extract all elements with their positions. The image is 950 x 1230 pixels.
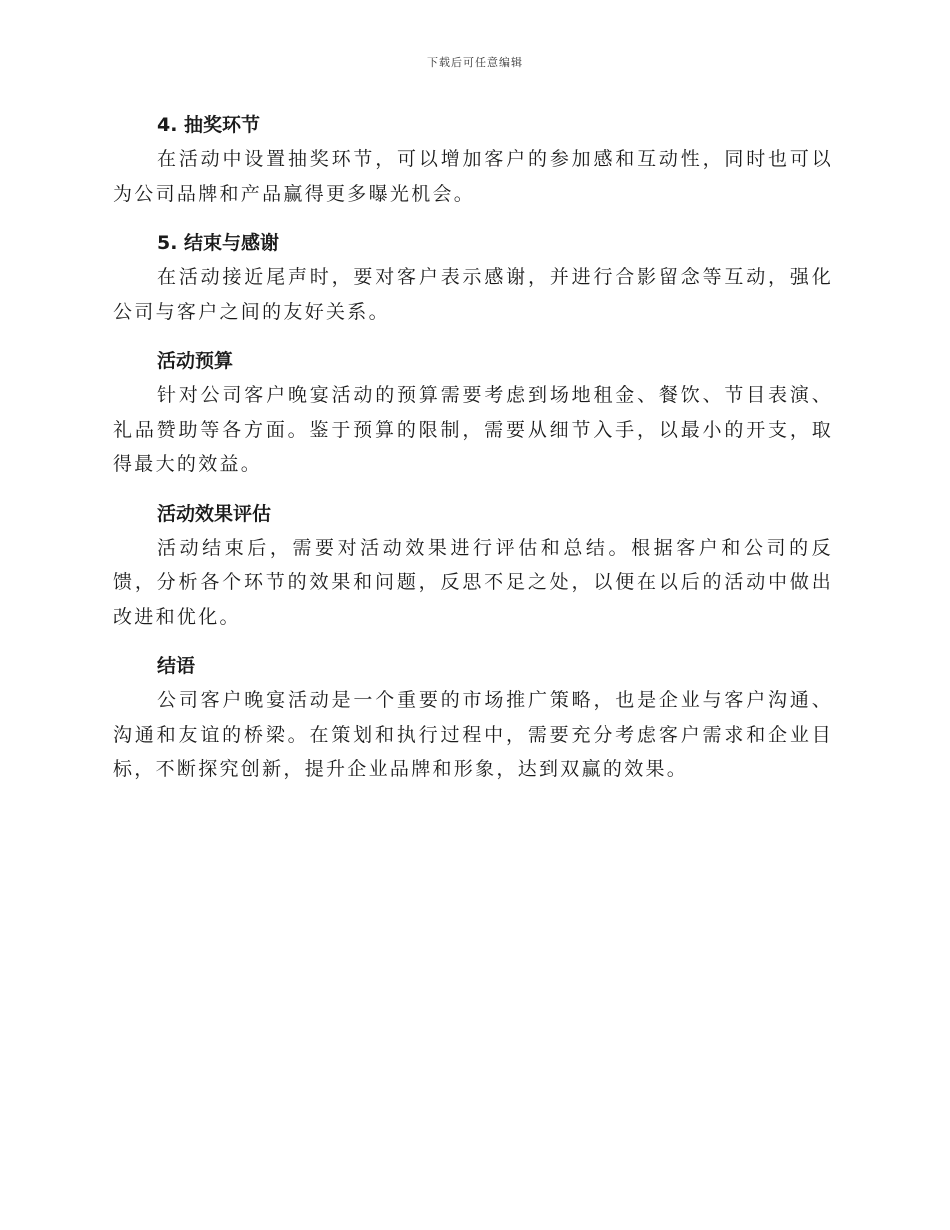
section-heading: 结语 (157, 655, 196, 677)
header-note: 下载后可任意编辑 (427, 56, 523, 69)
section-heading: 4. 抽奖环节 (157, 114, 261, 136)
section-heading: 活动预算 (157, 350, 234, 372)
section-heading: 活动效果评估 (157, 502, 272, 525)
section-paragraph: 在活动中设置抽奖环节，可以增加客户的参加感和互动性，同时也可以为公司品牌和产品赢得更多曝光机会。 (113, 148, 833, 205)
document-body (113, 108, 833, 802)
section-lottery (113, 108, 833, 211)
section-conclusion (113, 649, 833, 787)
section-paragraph: 针对公司客户晚宴活动的预算需要考虑到场地租金、餐饮、节目表演、礼品赞助等各方面。鉴于预算的限制，需要从细节入手，以最小的开支，取得最大的效益。 (113, 384, 833, 475)
section-heading: 5. 结束与感谢 (157, 232, 280, 254)
section-paragraph: 活动结束后，需要对活动效果进行评估和总结。根据客户和公司的反馈，分析各个环节的效果和问题，反思不足之处，以便在以后的活动中做出改进和优化。 (113, 536, 833, 628)
section-evaluation (113, 497, 833, 635)
section-closing-thanks (113, 226, 833, 329)
section-budget (113, 344, 833, 482)
section-paragraph: 在活动接近尾声时，要对客户表示感谢，并进行合影留念等互动，强化公司与客户之间的友好关系。 (113, 266, 833, 323)
section-paragraph: 公司客户晚宴活动是一个重要的市场推广策略，也是企业与客户沟通、沟通和友谊的桥梁。在策划和执行过程中，需要充分考虑客户需求和企业目标，不断探究创新，提升企业品牌和形象，达到双赢的效果。 (113, 689, 833, 780)
